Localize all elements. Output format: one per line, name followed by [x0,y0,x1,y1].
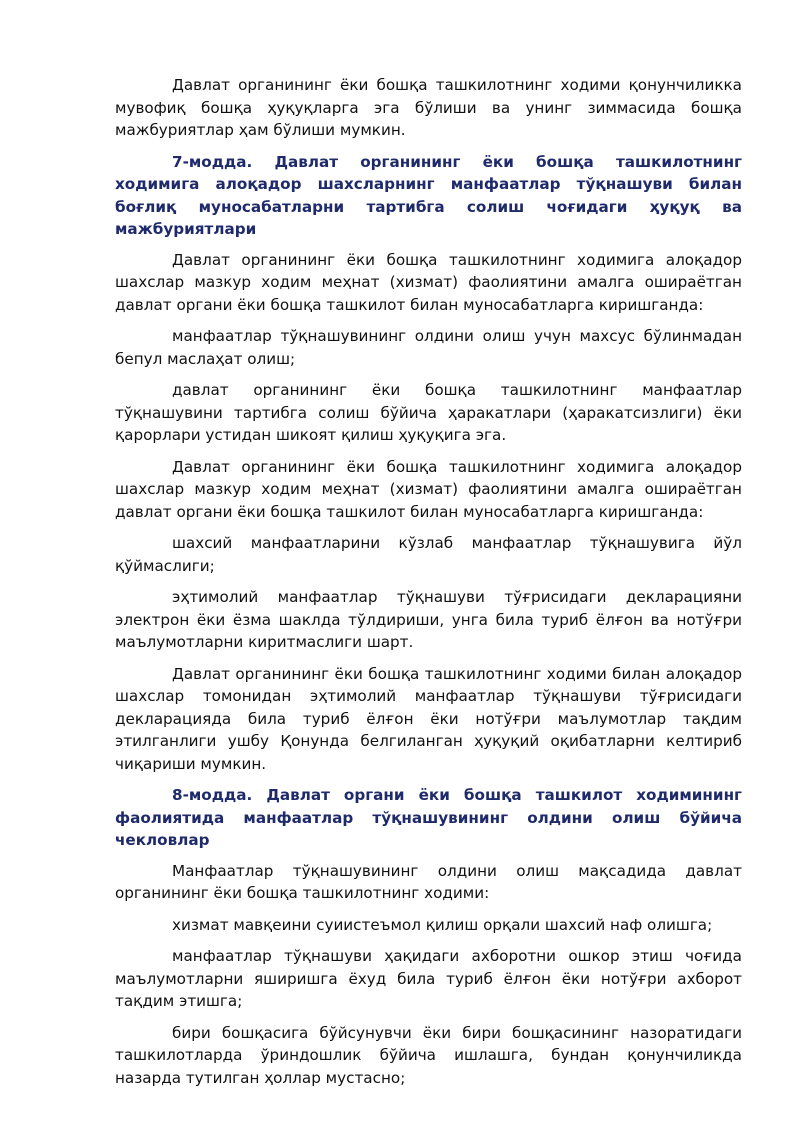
paragraph: шахсий манфаатларини кўзлаб манфаатлар тўқнашувига йўл қўймаслиги; [115,534,742,575]
paragraph: Давлат органининг ёки бошқа ташкилотнинг ходими қонунчиликка мувофиқ бошқа ҳуқуқларга эга бўлиши ва унинг зиммасида бошқа мажбуриятлар ҳам бўлиши мумкин. [115,76,742,139]
article-8-heading: 8-модда. Давлат органи ёки бошқа ташкилот ходимининг фаолиятида манфаатлар тўқнашувининг олдини олиш бўйича чекловлар [115,786,742,849]
paragraph: Давлат органининг ёки бошқа ташкилотнинг ходимига алоқадор шахслар мазкур ходим меҳнат (хизмат) фаолиятини амалга ошираётган давлат органи ёки бошқа ташкилот билан муносабатларга киришганда: [115,250,742,314]
paragraph: Манфаатлар тўқнашувининг олдини олиш мақсадида давлат органининг ёки бошқа ташкилотнинг ходими: [115,861,742,902]
paragraph: давлат органининг ёки бошқа ташкилотнинг манфаатлар тўқнашувини тартибга солиш бўйича ҳаракатлари (ҳаракатсизлиги) ёки қарорлари устидан шикоят қилиш ҳуқуқига эга. [115,381,742,444]
paragraph: Давлат органининг ёки бошқа ташкилотнинг ходимига алоқадор шахслар мазкур ходим меҳнат (хизмат) фаолиятини амалга ошираётган давлат органи ёки бошқа ташкилот билан муносабатларга киришганда: [115,457,742,521]
paragraph: манфаатлар тўқнашувининг олдини олиш учун махсус бўлинмадан бепул маслаҳат олиш; [115,327,742,368]
paragraph: хизмат мавқеини суиистеъмол қилиш орқали шахсий наф олишга; [172,915,713,934]
paragraph: бири бошқасига бўйсунувчи ёки бири бошқасининг назоратидаги ташкилотларда ўриндошлик бўйича ишлашга, бундан қонунчиликда назарда тутилган ҳоллар мустасно; [115,1023,742,1087]
paragraph: манфаатлар тўқнашуви ҳақидаги ахборотни ошкор этиш чоғида маълумотларни яширишга ёхуд била туриб ёлғон ёки нотўғри ахборот тақдим этишга; [115,947,742,1010]
paragraph: Давлат органининг ёки бошқа ташкилотнинг ходими билан алоқадор шахслар томонидан эҳтимолий манфаатлар тўқнашуви тўғрисидаги декларацияда била туриб ёлғон ёки нотўғри маълумотлар тақдим этилганлиги ушбу Қонунда белгиланган ҳуқуқий оқибатларни келтириб чиқариши мумкин. [115,664,742,773]
paragraph: эҳтимолий манфаатлар тўқнашуви тўғрисидаги декларацияни электрон ёки ёзма шаклда тўлдириши, унга била туриб ёлғон ва нотўғри маълумотларни киритмаслиги шарт. [115,588,742,651]
article-7-heading: 7-модда. Давлат органининг ёки бошқа ташкилотнинг ходимига алоқадор шахсларнинг манфаатлар тўқнашуви билан боғлиқ муносабатларни тартибга солиш чоғидаги ҳуқуқ ва мажбуриятлари [115,152,742,238]
